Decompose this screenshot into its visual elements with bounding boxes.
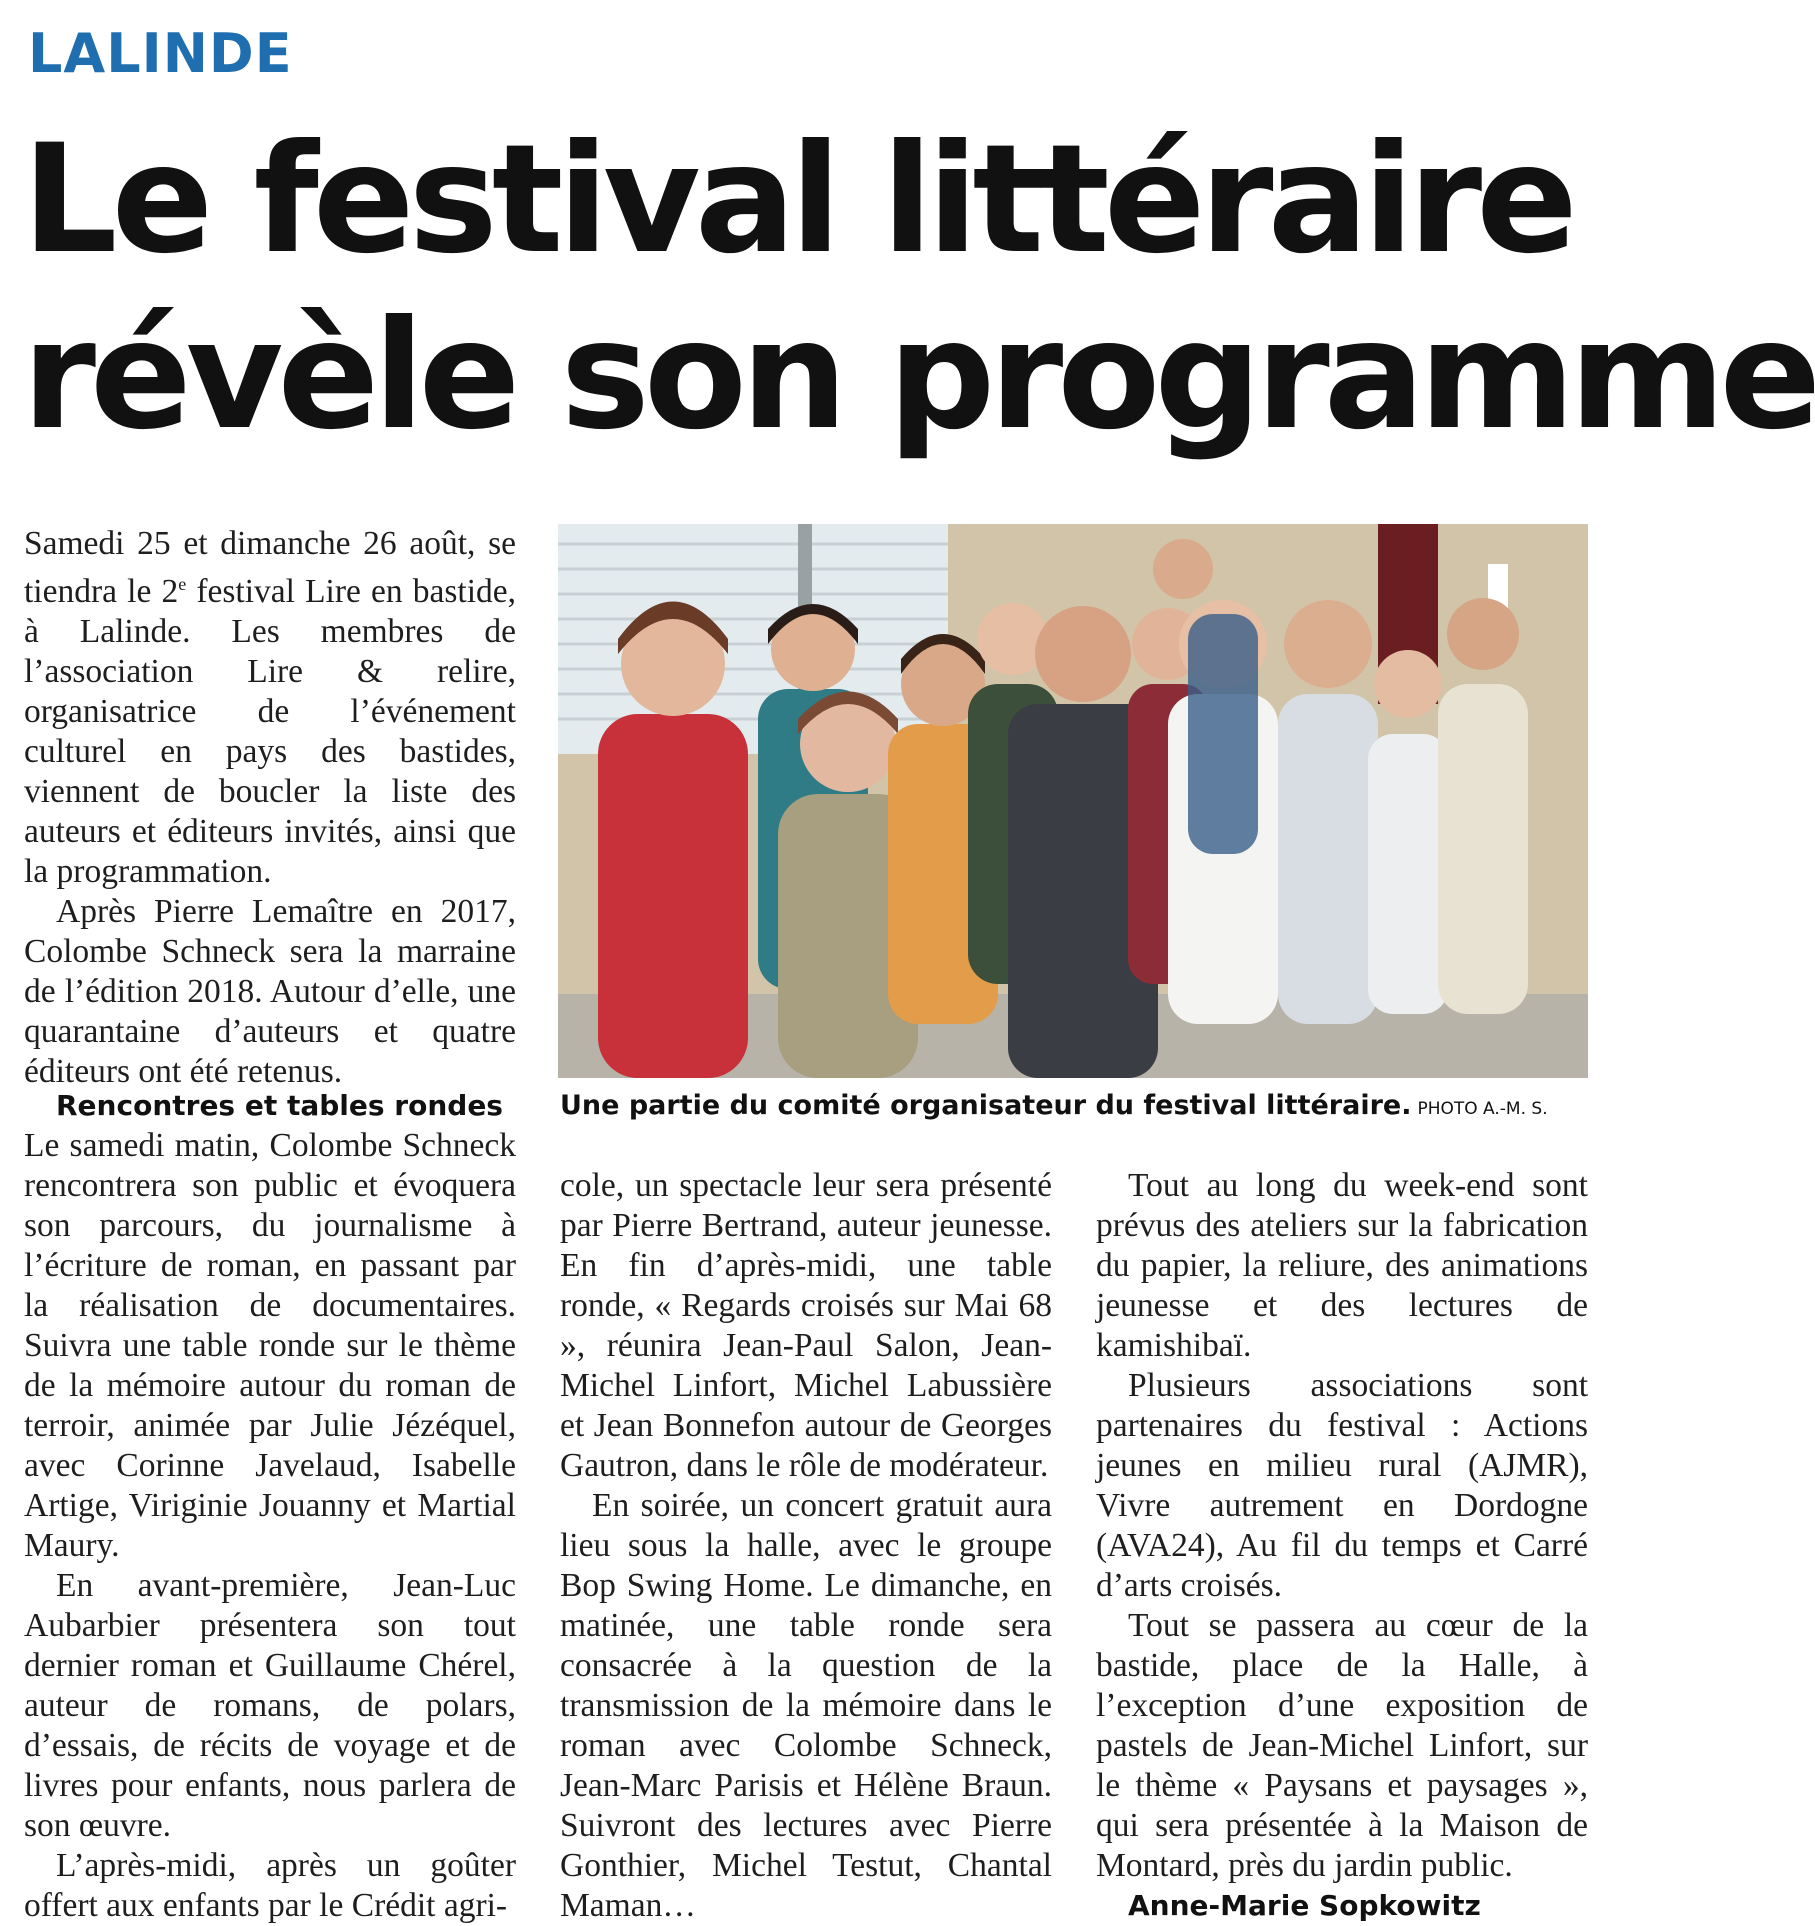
- body-paragraph: L’après-midi, après un goûter offert aux enfants par le Crédit agri-: [24, 1847, 516, 1924]
- section-kicker: LALINDE: [28, 22, 293, 85]
- headline-line-2: révèle son programme: [22, 289, 1815, 463]
- body-paragraph: cole, un spectacle leur sera présenté par Pierre Bertrand, auteur jeunesse. En fin d’après-midi, une table ronde, « Regards croisés sur Mai 68 », réunira Jean-Paul Salon, Jean-Michel Linfort, Michel Labussière et Jean Bonnefon autour de Georges Gautron, dans le rôle de modérateur.: [560, 1167, 1052, 1484]
- photo-credit: PHOTO A.-M. S.: [1417, 1099, 1548, 1119]
- author-signature: Anne-Marie Sopkowitz: [1128, 1889, 1481, 1922]
- intro-paragraph-1: Samedi 25 et dimanche 26 août, se tiendra le 2e festival Lire en bastide, à Lalinde. Les membres de l’association Lire & relire, organisatrice de l’événement culturel en pays des bastides, viennent de boucler la liste des auteurs et éditeurs invités, ainsi que la programmation.: [24, 525, 517, 891]
- body-column-2: [560, 1166, 1052, 1926]
- body-column-3: [1096, 1166, 1588, 1926]
- group-photo: [558, 524, 1588, 1078]
- body-paragraph: En soirée, un concert gratuit aura lieu sous la halle, avec le groupe Bop Swing Home. Le dimanche, en matinée, une table ronde sera consacrée à la question de la transmission de la mémoire dans le roman avec Colombe Schneck, Jean-Marc Parisis et Hélène Braun. Suivront des lectures avec Pierre Gonthier, Michel Testut, Chantal Maman…: [560, 1487, 1052, 1924]
- body-paragraph: En avant-première, Jean-Luc Aubarbier présentera son tout dernier roman et Guillaume Chérel, auteur de romans, de polars, d’essais, de récits de voyage et de livres pour enfants, nous parlera de son œuvre.: [24, 1567, 516, 1844]
- body-column-1: [24, 1086, 516, 1926]
- caption-text: Une partie du comité organisateur du festival littéraire.: [560, 1090, 1412, 1121]
- headline-line-1: Le festival littéraire: [22, 113, 1572, 287]
- headline: [22, 112, 1815, 464]
- section-subhead: Rencontres et tables rondes: [56, 1089, 503, 1122]
- body-paragraph: Le samedi matin, Colombe Schneck rencontrera son public et évoquera son parcours, du journalisme à l’écriture de roman, en passant par la réalisation de documentaires. Suivra une table ronde sur le thème de la mémoire autour du roman de terroir, animée par Julie Jézéquel, avec Corinne Javelaud, Isabelle Artige, Viriginie Jouanny et Martial Maury.: [24, 1127, 516, 1564]
- intro-paragraph-2: Après Pierre Lemaître en 2017, Colombe Schneck sera la marraine de l’édition 2018. Autour d’elle, une quarantaine d’auteurs et quatre éditeurs ont été retenus.: [24, 893, 516, 1091]
- body-paragraph: Tout se passera au cœur de la bastide, place de la Halle, à l’exception d’une exposition de pastels de Jean-Michel Linfort, sur le thème « Paysans et paysages », qui sera présentée à la Maison de Montard, près du jardin public.: [1096, 1607, 1588, 1884]
- body-paragraph: Tout au long du week-end sont prévus des ateliers sur la fabrication du papier, la reliure, des animations jeunesse et des lectures de kamishibaï.: [1096, 1167, 1588, 1364]
- body-paragraph: Plusieurs associations sont partenaires du festival : Actions jeunes en milieu rural (AJMR), Vivre autrement en Dordogne (AVA24), Au fil du temps et Carré d’arts croisés.: [1096, 1367, 1588, 1604]
- group-photo-illustration: [558, 524, 1588, 1078]
- photo-caption: [560, 1086, 1590, 1129]
- intro-column: [24, 524, 516, 1092]
